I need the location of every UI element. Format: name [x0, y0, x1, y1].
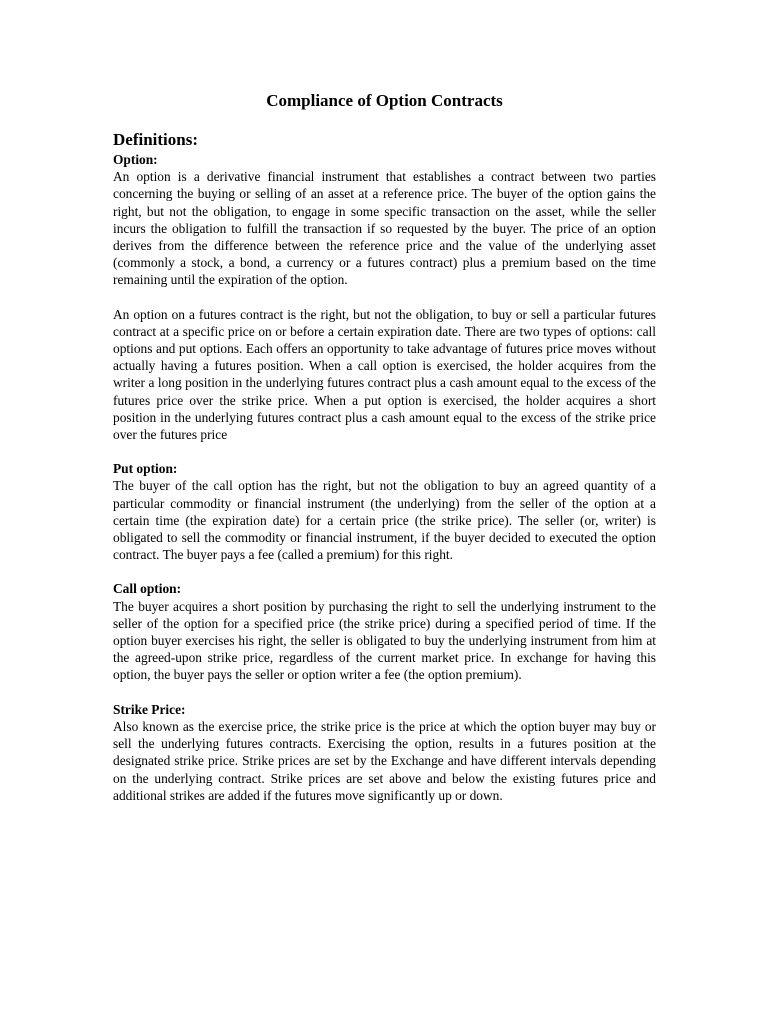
- option-paragraph-1: An option is a derivative financial instrument that establishes a contract between two parties concerning the buying or selling of an asset at a reference price. The buyer of the option gains the right, but not the obligation, to engage in some specific transaction on the asset, while the seller incurs the obligation to fulfill the transaction if so requested by the buyer. The price of an option derives from the difference between the reference price and the value of the underlying asset (commonly a stock, a bond, a currency or a futures contract) plus a premium based on the time remaining until the expiration of the option.: [113, 169, 656, 288]
- put-option-paragraph: The buyer of the call option has the right, but not the obligation to buy an agreed quantity of a particular commodity or financial instrument (the underlying) from the seller of the option at a certain time (the expiration date) for a certain price (the strike price). The seller (or, writer) is obligated to sell the commodity or financial instrument, if the buyer decided to executed the option contract. The buyer pays a fee (called a premium) for this right.: [113, 478, 656, 563]
- document-title: Compliance of Option Contracts: [266, 91, 503, 110]
- definitions-heading: Definitions:: [113, 130, 198, 149]
- strike-price-heading: Strike Price:: [113, 701, 186, 717]
- option-heading: Option:: [113, 152, 158, 167]
- call-option-heading: Call option:: [113, 581, 182, 597]
- document-page: [113, 90, 656, 804]
- strike-price-paragraph: Also known as the exercise price, the strike price is the price at which the option buyer may buy or sell the underlying futures contracts. Exercising the option, results in a futures position at the designated strike price. Strike prices are set by the Exchange and have different intervals depending on the underlying contract. Strike prices are set above and below the existing futures price and additional strikes are added if the futures move significantly up or down.: [113, 718, 656, 803]
- put-option-heading: Put option:: [113, 461, 178, 477]
- call-option-section: [113, 580, 656, 683]
- call-option-paragraph: The buyer acquires a short position by purchasing the right to sell the underlying instrument to the seller of the option for a specified price (the strike price) during a specified period of time. If the option buyer exercises his right, the seller is obligated to buy the underlying instrument from him at the agreed-upon strike price, regardless of the current market price. In exchange for having this option, the buyer pays the seller or option writer a fee (the option premium).: [113, 598, 656, 683]
- put-option-section: [113, 460, 656, 563]
- strike-price-section: [113, 701, 656, 804]
- option-section: [113, 151, 656, 443]
- option-paragraph-2: An option on a futures contract is the right, but not the obligation, to buy or sell a particular futures contract at a specific price on or before a certain expiration date. There are two types of options: call options and put options. Each offers an opportunity to take advantage of futures price moves without actually having a futures position. When a call option is exercised, the holder acquires from the writer a long position in the underlying futures contract plus a cash amount equal to the excess of the futures price over the strike price. When a put option is exercised, the holder acquires a short position in the underlying futures contract plus a cash amount equal to the excess of the strike price over the futures price: [113, 306, 656, 443]
